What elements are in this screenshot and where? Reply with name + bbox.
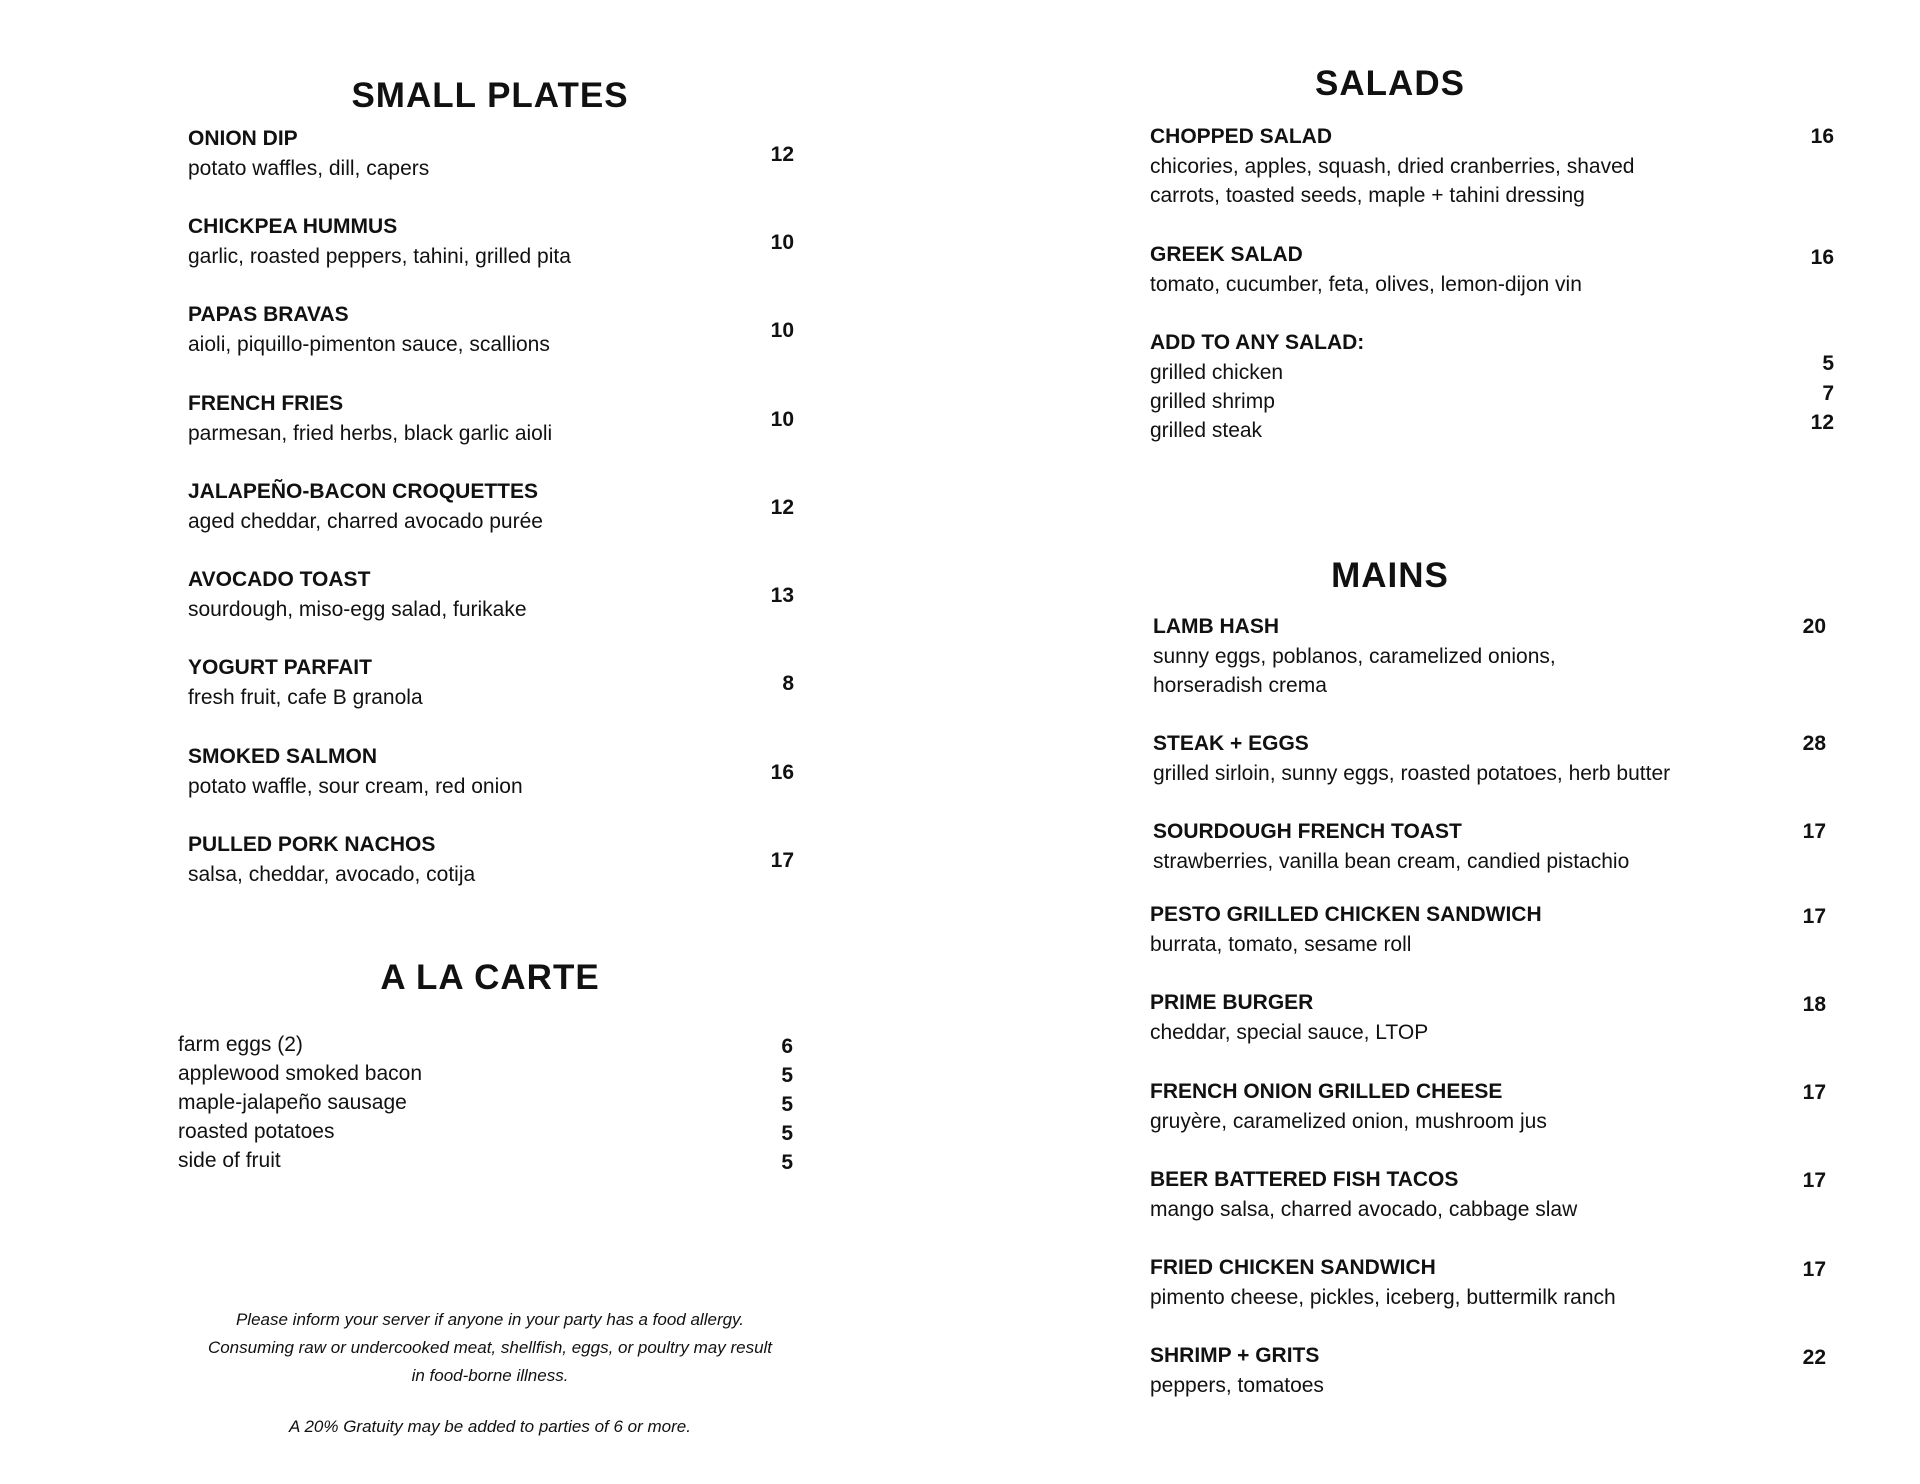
item-description: tomato, cucumber, feta, olives, lemon-dijon vin	[1150, 273, 1582, 296]
item-price: 5	[781, 1151, 793, 1174]
item-name: FRENCH ONION GRILLED CHEESE	[1150, 1080, 1503, 1103]
item-description: parmesan, fried herbs, black garlic aioli	[188, 422, 553, 445]
list-item	[1153, 817, 1713, 876]
item-description: fresh fruit, cafe B granola	[188, 686, 423, 709]
item-price: 28	[1802, 732, 1826, 755]
item-name: BEER BATTERED FISH TACOS	[1150, 1168, 1459, 1191]
item-description: gruyère, caramelized onion, mushroom jus	[1150, 1110, 1547, 1133]
item-name: FRENCH FRIES	[188, 392, 344, 415]
allergy-notice-line: in food-borne illness.	[411, 1366, 569, 1385]
list-item	[1153, 612, 1713, 700]
item-price: 16	[1810, 246, 1834, 269]
item-name: SOURDOUGH FRENCH TOAST	[1153, 820, 1462, 843]
allergy-notice-line: Consuming raw or undercooked meat, shellfish, eggs, or poultry may result	[207, 1338, 773, 1357]
list-item: grilled chicken	[1150, 361, 1284, 384]
salads-title: SALADS	[1315, 64, 1465, 103]
list-item	[188, 124, 808, 183]
allergy-notice-line: Please inform your server if anyone in your party has a food allergy.	[235, 1310, 745, 1329]
item-price: 10	[770, 408, 794, 431]
gratuity-notice: A 20% Gratuity may be added to parties of 6 or more.	[289, 1417, 691, 1436]
item-description: salsa, cheddar, avocado, cotija	[188, 863, 476, 886]
item-name: LAMB HASH	[1153, 615, 1279, 638]
item-price: 17	[1802, 1169, 1826, 1192]
item-price: 17	[1802, 820, 1826, 843]
item-price: 18	[1802, 993, 1826, 1016]
list-item	[188, 565, 808, 624]
item-price: 17	[1802, 1081, 1826, 1104]
item-price: 12	[770, 496, 794, 519]
list-item	[1150, 1341, 1710, 1400]
list-item: side of fruit	[178, 1149, 281, 1172]
item-description: sourdough, miso-egg salad, furikake	[188, 598, 527, 621]
list-item	[188, 389, 808, 448]
item-name: GREEK SALAD	[1150, 243, 1303, 266]
item-price: 20	[1802, 615, 1826, 638]
item-description: strawberries, vanilla bean cream, candied pistachio	[1153, 850, 1630, 873]
list-item	[1150, 988, 1710, 1047]
item-price: 5	[781, 1093, 793, 1116]
item-price: 16	[770, 761, 794, 784]
item-description: aged cheddar, charred avocado purée	[188, 510, 543, 533]
item-price: 17	[1802, 905, 1826, 928]
item-description: carrots, toasted seeds, maple + tahini dressing	[1150, 184, 1585, 207]
item-price: 5	[1822, 352, 1834, 375]
list-item	[188, 653, 808, 712]
item-description: potato waffles, dill, capers	[188, 157, 430, 180]
item-price: 12	[770, 143, 794, 166]
list-item	[1150, 122, 1710, 210]
item-description: burrata, tomato, sesame roll	[1150, 933, 1412, 956]
list-item: grilled shrimp	[1150, 390, 1275, 413]
list-item: roasted potatoes	[178, 1120, 335, 1143]
item-price: 6	[781, 1035, 793, 1058]
item-name: ONION DIP	[188, 127, 298, 150]
list-item	[1150, 1253, 1710, 1312]
item-description: potato waffle, sour cream, red onion	[188, 775, 523, 798]
add-ons-label: ADD TO ANY SALAD:	[1150, 331, 1365, 354]
item-name: SHRIMP + GRITS	[1150, 1344, 1320, 1367]
item-description: garlic, roasted peppers, tahini, grilled pita	[188, 245, 571, 268]
item-name: PULLED PORK NACHOS	[188, 833, 436, 856]
item-price: 5	[781, 1064, 793, 1087]
item-description: horseradish crema	[1153, 674, 1327, 697]
item-price: 17	[1802, 1258, 1826, 1281]
item-description: sunny eggs, poblanos, caramelized onions,	[1153, 645, 1556, 668]
list-item: grilled steak	[1150, 419, 1263, 442]
list-item	[188, 742, 808, 801]
small-plates-title: SMALL PLATES	[351, 76, 629, 115]
item-name: CHICKPEA HUMMUS	[188, 215, 398, 238]
item-name: AVOCADO TOAST	[188, 568, 371, 591]
mains-title: MAINS	[1331, 556, 1449, 595]
item-price: 22	[1802, 1346, 1826, 1369]
item-name: JALAPEÑO-BACON CROQUETTES	[188, 480, 539, 503]
list-item: farm eggs (2)	[178, 1033, 303, 1056]
item-name: PESTO GRILLED CHICKEN SANDWICH	[1150, 903, 1542, 926]
item-name: CHOPPED SALAD	[1150, 125, 1333, 148]
item-price: 7	[1822, 382, 1834, 405]
list-item	[188, 300, 808, 359]
list-item	[188, 212, 808, 271]
allergy-notice	[170, 1306, 810, 1390]
item-name: STEAK + EGGS	[1153, 732, 1309, 755]
item-name: SMOKED SALMON	[188, 745, 377, 768]
list-item: maple-jalapeño sausage	[178, 1091, 407, 1114]
item-description: mango salsa, charred avocado, cabbage slaw	[1150, 1198, 1578, 1221]
item-price: 12	[1810, 411, 1834, 434]
list-item: applewood smoked bacon	[178, 1062, 423, 1085]
item-description: peppers, tomatoes	[1150, 1374, 1324, 1397]
item-price: 17	[770, 849, 794, 872]
item-description: aioli, piquillo-pimenton sauce, scallions	[188, 333, 550, 356]
item-description: chicories, apples, squash, dried cranberries, shaved	[1150, 155, 1635, 178]
item-name: FRIED CHICKEN SANDWICH	[1150, 1256, 1436, 1279]
item-price: 5	[781, 1122, 793, 1145]
list-item	[1153, 729, 1713, 788]
item-price: 10	[770, 319, 794, 342]
item-name: PAPAS BRAVAS	[188, 303, 349, 326]
list-item	[188, 477, 808, 536]
item-description: pimento cheese, pickles, iceberg, buttermilk ranch	[1150, 1286, 1616, 1309]
item-description: cheddar, special sauce, LTOP	[1150, 1021, 1429, 1044]
item-price: 10	[770, 231, 794, 254]
list-item	[1150, 900, 1710, 959]
item-price: 13	[770, 584, 794, 607]
item-description: grilled sirloin, sunny eggs, roasted potatoes, herb butter	[1153, 762, 1671, 785]
list-item	[1150, 1165, 1710, 1224]
list-item	[1150, 1077, 1710, 1136]
list-item	[1150, 240, 1710, 299]
item-name: YOGURT PARFAIT	[188, 656, 372, 679]
item-name: PRIME BURGER	[1150, 991, 1314, 1014]
item-price: 16	[1810, 125, 1834, 148]
a-la-carte-title: A LA CARTE	[380, 958, 600, 997]
item-price: 8	[782, 672, 794, 695]
list-item	[188, 830, 808, 889]
